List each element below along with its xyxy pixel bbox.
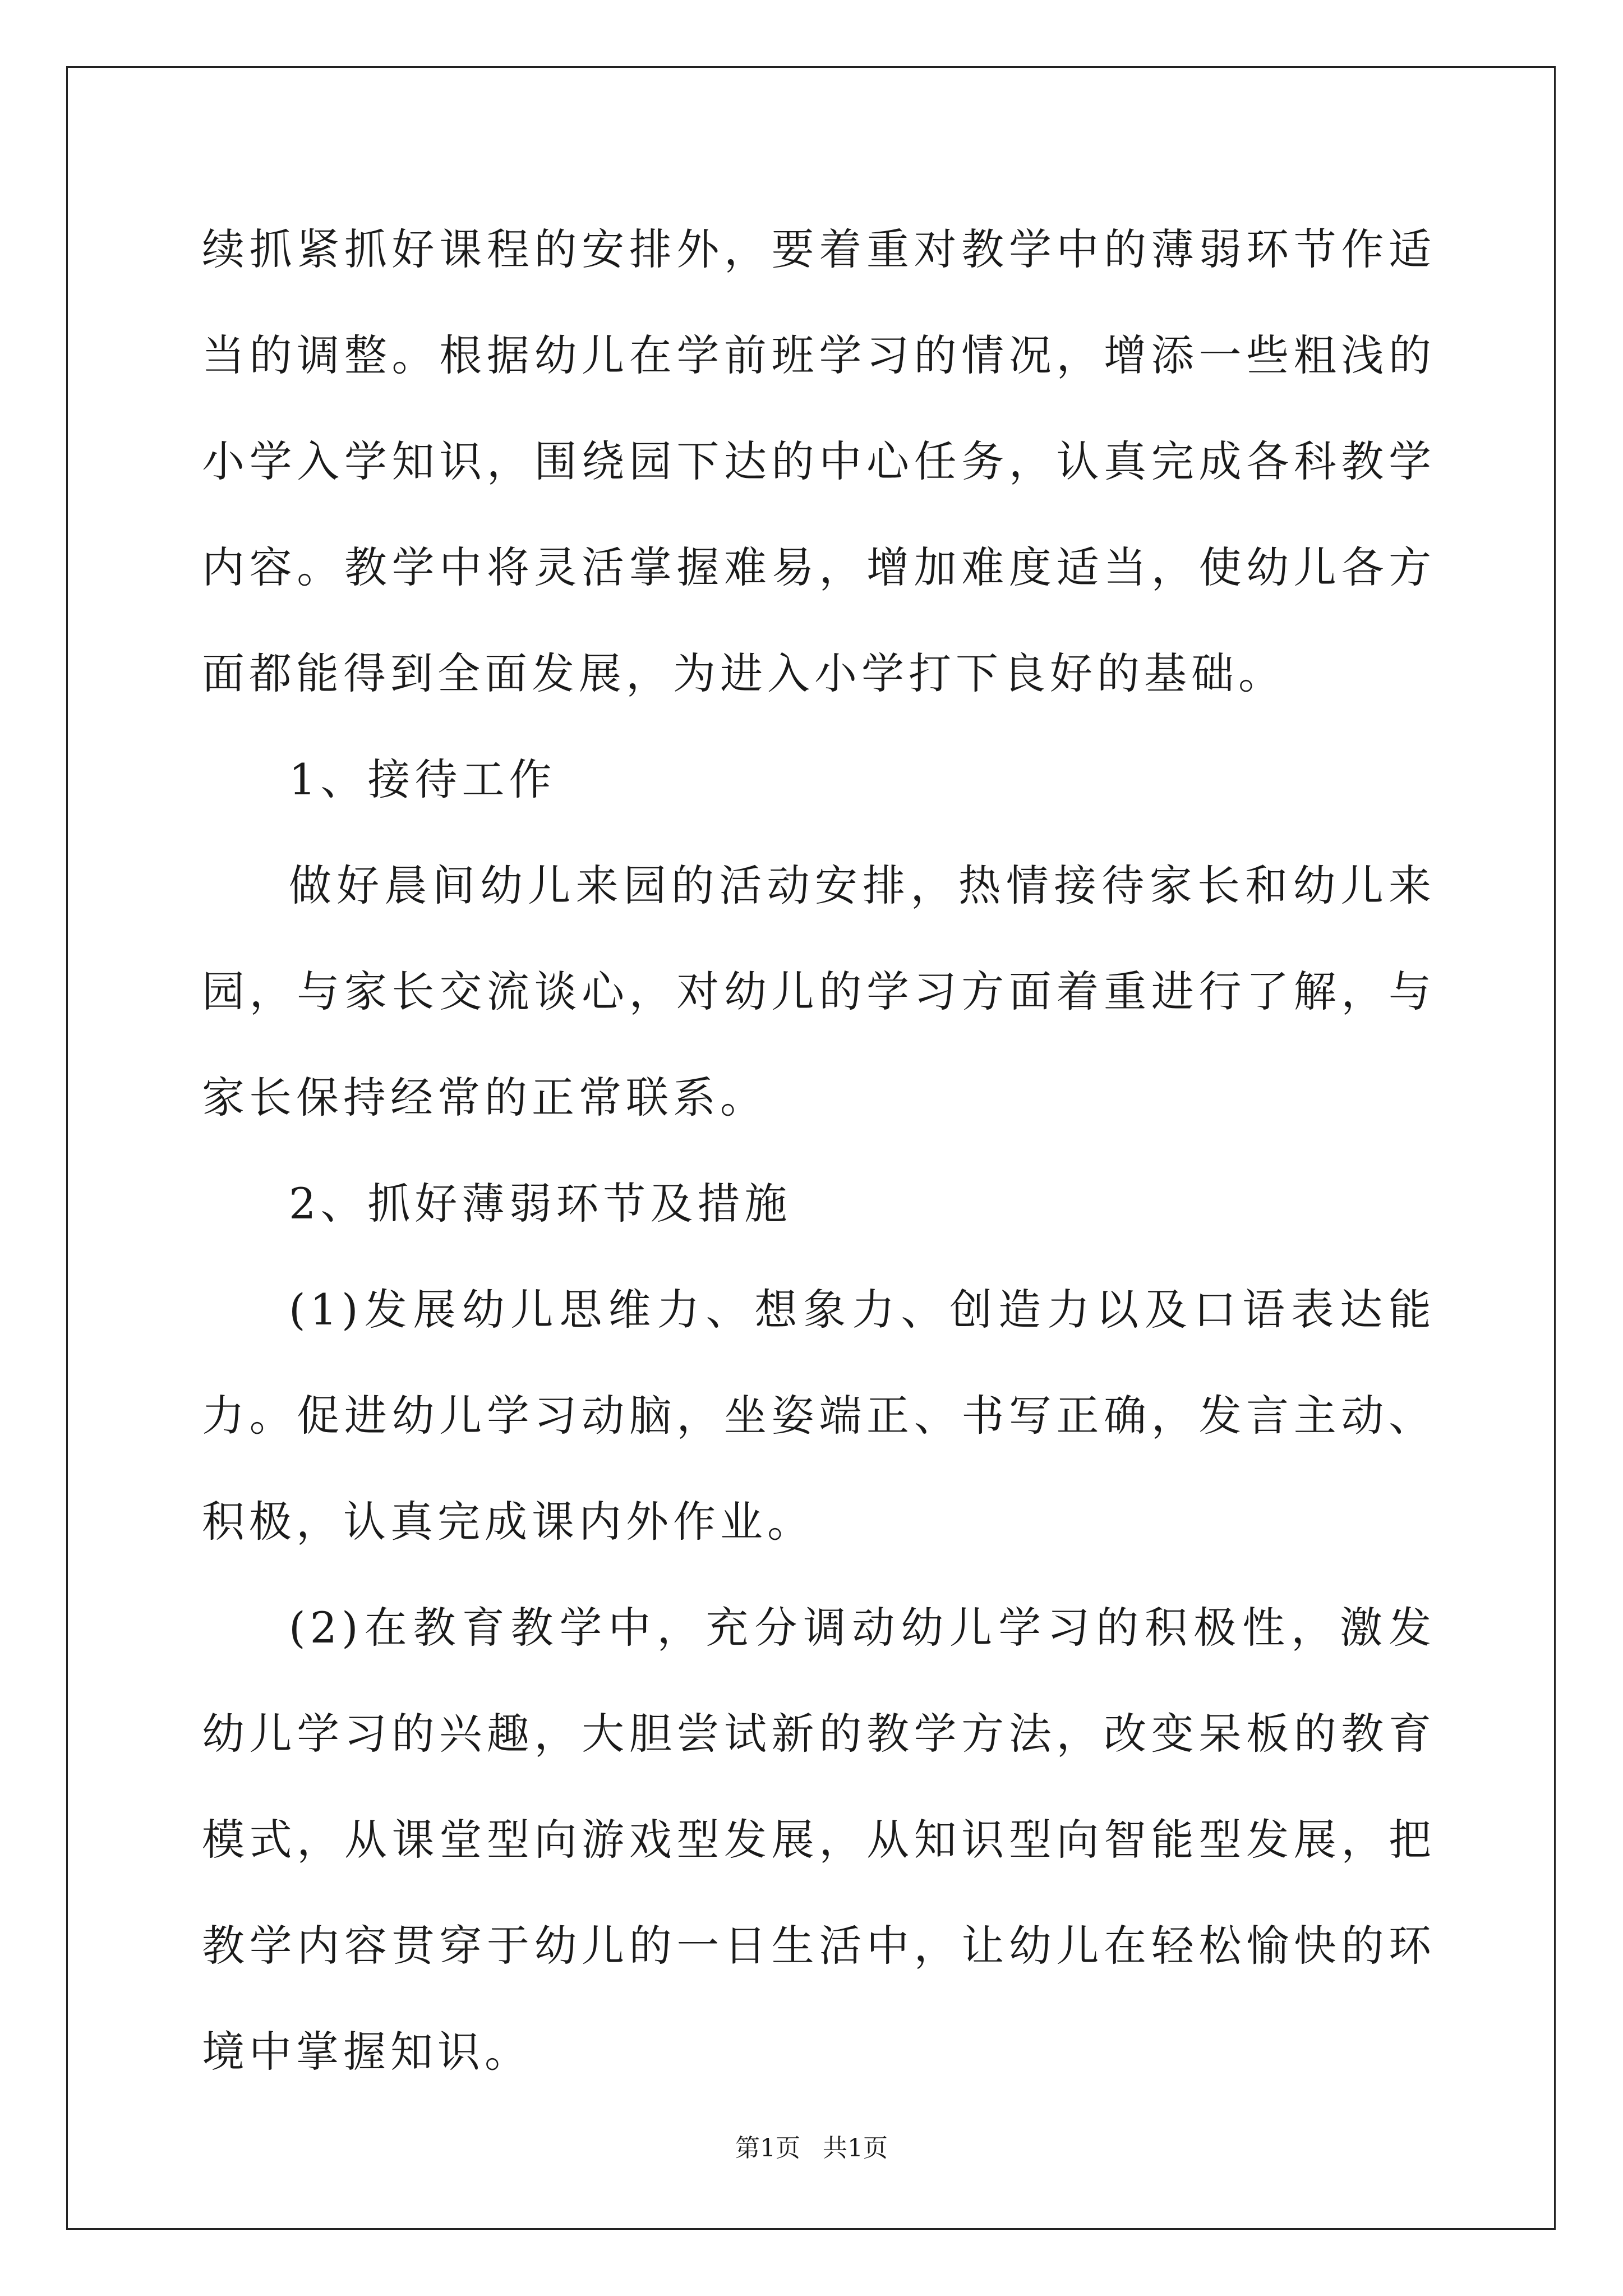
paragraph-6: (2)在教育教学中，充分调动幼儿学习的积极性，激发幼儿学习的兴趣，大胆尝试新的教学方法，改变呆板的教育模式，从课堂型向游戏型发展，从知识型向智能型发展，把教学内容贯穿于幼儿的一日生活中，让幼儿在轻松愉快的环境中掌握知识。 — [202, 1603, 1436, 2077]
paragraph-1: 续抓紧抓好课程的安排外，要着重对教学中的薄弱环节作适当的调整。根据幼儿在学前班学习的情况，增添一些粗浅的小学入学知识，围绕园下达的中心任务，认真完成各科教学内容。教学中将灵活掌握难易，增加难度适当，使幼儿各方面都能得到全面发展，为进入小学打下良好的基础。 — [202, 224, 1436, 698]
paragraph-3: 做好晨间幼儿来园的活动安排，热情接待家长和幼儿来园，与家长交流谈心，对幼儿的学习方面着重进行了解，与家长保持经常的正常联系。 — [202, 861, 1436, 1122]
paragraph-2-heading: 1、接待工作 — [289, 754, 556, 804]
page-footer — [0, 2132, 1623, 2165]
page-number-current: 第1页 — [735, 2134, 800, 2162]
page-number-total: 共1页 — [823, 2134, 888, 2162]
paragraph-5: (1)发展幼儿思维力、想象力、创造力以及口语表达能力。促进幼儿学习动脑，坐姿端正、书写正确，发言主动、积极，认真完成课内外作业。 — [202, 1285, 1436, 1547]
document-body — [202, 196, 1436, 2105]
paragraph-4-heading: 2、抓好薄弱环节及措施 — [289, 1179, 792, 1228]
